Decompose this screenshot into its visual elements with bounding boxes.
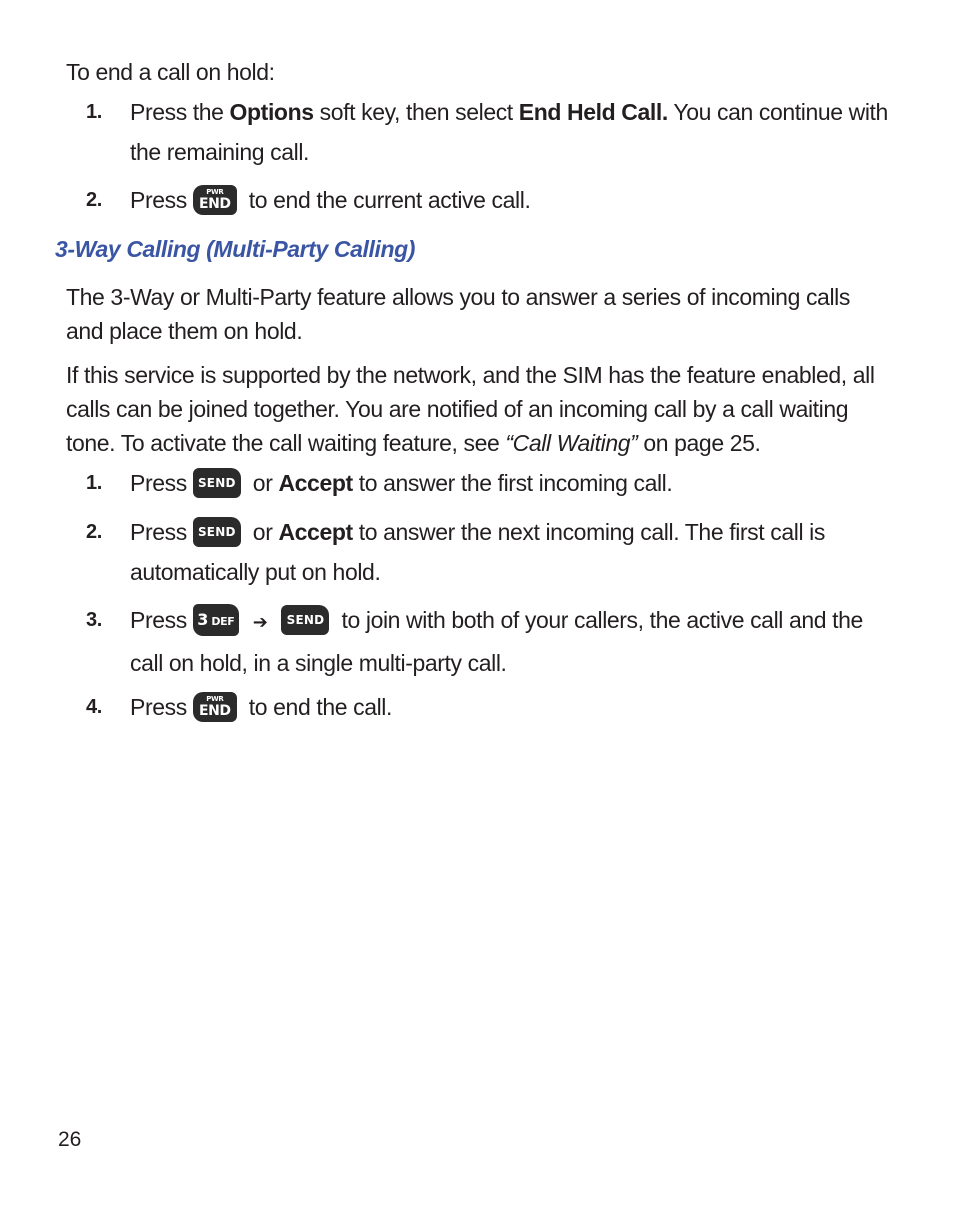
section-heading: 3-Way Calling (Multi-Party Calling)	[55, 236, 415, 262]
step-body: Press PWR END to end the call.	[130, 687, 890, 727]
page-number: 26	[58, 1128, 82, 1151]
step-number: 2.	[86, 189, 102, 211]
step-body: Press 3 DEF ➔ SEND to join with both of your callers, the active call and the call on hold, in a single multi-party call.	[130, 600, 890, 683]
arrow-right-icon: ➔	[252, 612, 268, 633]
step-body: Press SEND or Accept to answer the first incoming call.	[130, 463, 890, 503]
send-key-icon: SEND	[193, 517, 241, 547]
paragraph-service: If this service is supported by the network, and the SIM has the feature enabled, all calls can be joined together. You are notified of an incoming call by a call waiting tone. To activate the call waiting feature, see “Call Waiting” on page 25.	[66, 362, 875, 456]
accept-label: Accept	[278, 470, 353, 496]
paragraph-feature: The 3-Way or Multi-Party feature allows you to answer a series of incoming calls and place them on hold.	[66, 284, 850, 344]
end-key-icon: PWR END	[193, 185, 237, 215]
intro-text: To end a call on hold:	[66, 59, 275, 85]
end-held-call-label: End Held Call.	[518, 99, 668, 125]
step-body: Press SEND or Accept to answer the next incoming call. The first call is automatically put on hold.	[130, 512, 890, 592]
step-number: 3.	[86, 609, 102, 631]
step-number: 1.	[86, 101, 102, 123]
options-label: Options	[229, 99, 314, 125]
send-key-icon: SEND	[193, 468, 241, 498]
step-number: 4.	[86, 696, 102, 718]
call-waiting-reference: “Call Waiting”	[505, 430, 638, 456]
three-def-key-icon: 3 DEF	[193, 604, 239, 636]
step-number: 1.	[86, 472, 102, 494]
accept-label: Accept	[278, 519, 353, 545]
send-key-icon: SEND	[281, 605, 329, 635]
end-key-icon: PWR END	[193, 692, 237, 722]
step-body: Press the Options soft key, then select End Held Call. You can continue with the remaining call.	[130, 99, 888, 165]
step-number: 2.	[86, 521, 102, 543]
step-body: Press PWR END to end the current active call.	[130, 180, 890, 220]
